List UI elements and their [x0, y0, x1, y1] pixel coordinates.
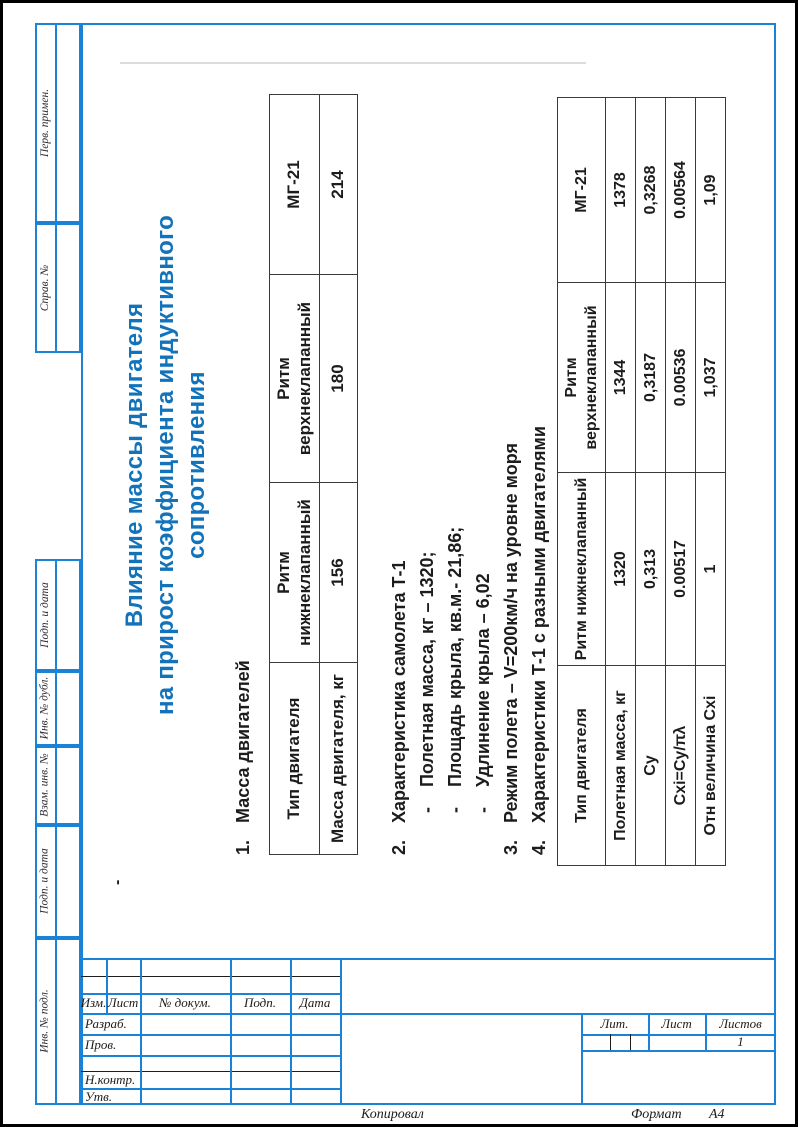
- list-item-3: [501, 443, 522, 855]
- list-item-4-text: Характеристики Т-1 с разными двигателями: [529, 426, 549, 823]
- list-item-1-text: Масса двигателей: [233, 660, 253, 823]
- bullet-marker: -: [445, 807, 465, 813]
- content-area: [83, 25, 743, 905]
- stray-mark: -: [109, 879, 126, 885]
- list-item-4-number: 4.: [529, 839, 549, 855]
- divider-line: [55, 225, 57, 351]
- list-item-2: [389, 561, 410, 856]
- divider-line: [230, 958, 232, 1105]
- side-label-sprav-no: Справ. №: [39, 264, 51, 312]
- aircraft-characteristics-table: [557, 97, 726, 866]
- table-cell: Ритм нижнеклапанный: [270, 483, 320, 663]
- bullet-item-1: [417, 551, 438, 813]
- table-cell: МГ-21: [558, 98, 606, 283]
- table-row: [636, 98, 666, 866]
- list-item-2-text: Характеристика самолета Т-1: [389, 560, 409, 823]
- table-cell: Cxi=Cy/πλ: [666, 666, 696, 866]
- engine-mass-table: [269, 94, 358, 855]
- bullet-item-3: [473, 573, 494, 813]
- side-label-podp-data-1: Подп. и дата: [39, 582, 51, 648]
- table-cell: Полетная масса, кг: [606, 666, 636, 866]
- list-item-1-number: 1.: [233, 839, 253, 855]
- table-cell: Тип двигателя: [558, 666, 606, 866]
- divider-line: [81, 1055, 340, 1057]
- table-row: [270, 95, 320, 855]
- table-cell: Ритм верхнеклапанный: [558, 283, 606, 473]
- table-cell: 0.00517: [666, 473, 696, 666]
- table-cell: 1,037: [696, 283, 726, 473]
- divider-line: [55, 25, 57, 221]
- row-label-nkontr: Н.контр.: [85, 1071, 136, 1087]
- title-line-2: на прирост коэффициента индуктивного: [152, 214, 179, 716]
- bullet-1-text: Полетная масса, кг – 1320;: [417, 551, 437, 787]
- kopiroval-caption: Копировал: [361, 1107, 424, 1122]
- row-label-razrab: Разраб.: [85, 1015, 127, 1031]
- side-label-perv-primen: Перв. примен.: [39, 88, 51, 158]
- table-cell: 1,09: [696, 98, 726, 283]
- table-cell: 0,3187: [636, 283, 666, 473]
- divider-line: [55, 940, 57, 1103]
- bullet-marker: -: [417, 807, 437, 813]
- document-title: [119, 25, 212, 905]
- side-label-inv-dubl: Инв. № дубл.: [38, 676, 51, 740]
- bullet-2-text: Площадь крыла, кв.м.- 21,86;: [445, 526, 465, 787]
- bullet-item-2: [445, 527, 466, 813]
- list-item-3-text: Режим полета – V=200км/ч на уровне моря: [501, 443, 521, 823]
- format-caption: Формат: [631, 1107, 682, 1122]
- list-header: Лист: [661, 1015, 692, 1031]
- divider-line: [610, 1034, 611, 1050]
- table-cell: Ритм верхнеклапанный: [270, 275, 320, 483]
- table-cell: 214: [320, 95, 358, 275]
- table-cell: 180: [320, 275, 358, 483]
- bullet-3-text: Удлинение крыла – 6,02: [473, 573, 493, 787]
- title-line-3: сопротивления: [183, 371, 210, 559]
- table-cell: 0.00536: [666, 283, 696, 473]
- divider-line: [55, 561, 57, 669]
- col-header-podp: Подп.: [243, 995, 277, 1010]
- col-header-dokum: № докум.: [159, 995, 211, 1010]
- table-row: [606, 98, 636, 866]
- table-cell: Отн величина Cxi: [696, 666, 726, 866]
- listov-header: Листов: [719, 1015, 762, 1031]
- list-item-2-number: 2.: [389, 839, 409, 855]
- table-row: [558, 98, 606, 866]
- col-header-izm: Изм.: [81, 995, 106, 1010]
- divider-line: [81, 976, 340, 977]
- table-cell: 1344: [606, 283, 636, 473]
- rotated-document: [83, 25, 743, 905]
- divider-line: [81, 958, 776, 960]
- table-cell: 1: [696, 473, 726, 666]
- table-cell: Ритм нижнеклапанный: [558, 473, 606, 666]
- side-label-podp-data-2: Подп. и дата: [38, 848, 51, 914]
- lit-header: Лит.: [600, 1015, 629, 1031]
- table-cell: МГ-21: [270, 95, 320, 275]
- divider-line: [55, 748, 57, 823]
- divider-line: [630, 1034, 631, 1050]
- col-header-list: Лист: [107, 995, 139, 1010]
- table-cell: 0,313: [636, 473, 666, 666]
- table-cell: Cy: [636, 666, 666, 866]
- title-line-1: Влияние массы двигателя: [121, 302, 148, 628]
- table-cell: 156: [320, 483, 358, 663]
- divider-line: [581, 1050, 776, 1052]
- divider-line: [290, 958, 292, 1105]
- table-cell: Масса двигателя, кг: [320, 663, 358, 855]
- row-label-utv: Утв.: [85, 1088, 113, 1104]
- table-row: [320, 95, 358, 855]
- table-row: [666, 98, 696, 866]
- table-cell: 1320: [606, 473, 636, 666]
- listov-value: 1: [737, 1034, 744, 1049]
- divider-line: [55, 827, 57, 936]
- list-item-3-number: 3.: [501, 839, 521, 855]
- bullet-marker: -: [473, 807, 493, 813]
- side-label-vzam-inv: Взам. инв. №: [38, 753, 51, 817]
- format-value: А4: [709, 1107, 725, 1122]
- side-label-inv-podl: Инв. № подл.: [38, 989, 51, 1053]
- col-header-data: Дата: [299, 995, 331, 1010]
- list-item-1: [233, 660, 254, 855]
- table-cell: 0.00564: [666, 98, 696, 283]
- table-cell: 1378: [606, 98, 636, 283]
- divider-line: [340, 958, 342, 1105]
- divider-line: [55, 673, 57, 744]
- table-cell: Тип двигателя: [270, 663, 320, 855]
- table-row: [696, 98, 726, 866]
- row-label-prov: Пров.: [85, 1036, 117, 1052]
- list-item-4: [529, 426, 550, 855]
- table-cell: 0,3268: [636, 98, 666, 283]
